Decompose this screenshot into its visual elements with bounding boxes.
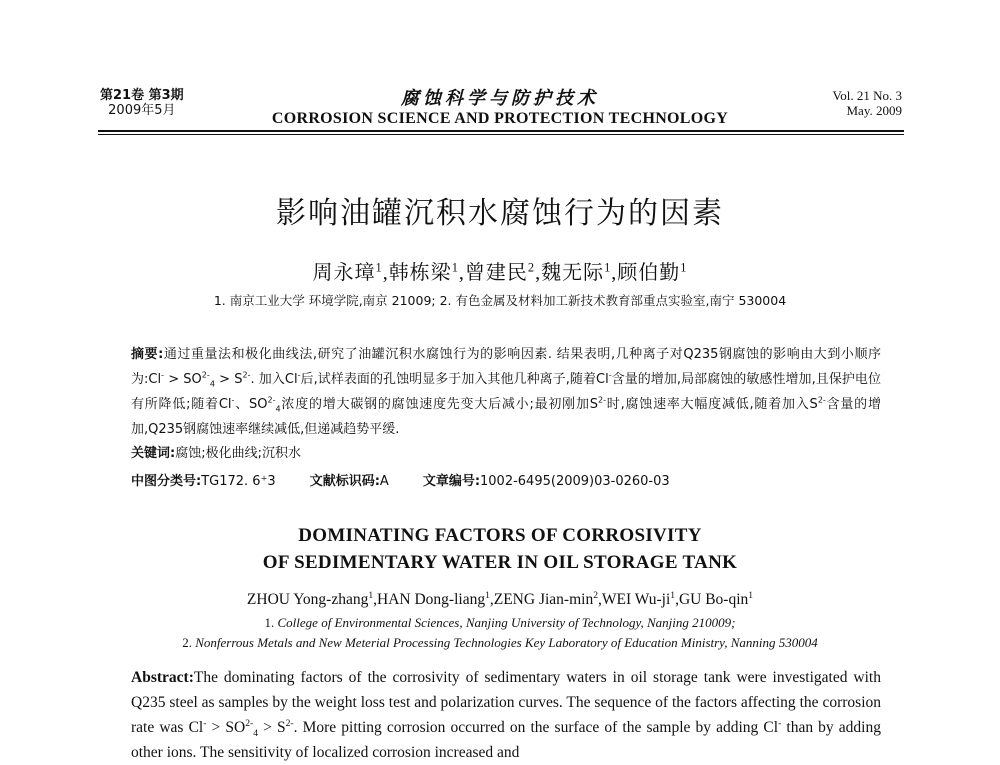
author-cn: 顾伯勤: [617, 262, 681, 284]
date-en: May. 2009: [846, 103, 902, 118]
abstract-en-label: Abstract: [131, 669, 189, 686]
header-rule-thin: [98, 134, 904, 135]
date-cn: 2009年5月: [108, 103, 176, 118]
issue-info-en: [833, 88, 902, 118]
author-cn: 曾建民: [464, 262, 528, 284]
author-en: ZHOU Yong-zhang: [246, 591, 369, 608]
keywords-cn-value: 腐蚀;极化曲线;沉积水: [175, 446, 301, 461]
volume-issue-cn: 第21卷 第3期: [100, 88, 184, 103]
classification-line: 中图分类号:TG172. 6⁺3 文献标识码:A 文章编号:1002-6495(2009)03-0260-03: [131, 474, 670, 489]
header-rule-thick: [98, 130, 904, 132]
paper-title-cn: 影响油罐沉积水腐蚀行为的因素: [276, 196, 724, 231]
affiliation-en-1: 1. College of Environmental Sciences, Nanjing University of Technology, Nanjing 210009;: [264, 615, 736, 630]
journal-title: [230, 88, 770, 128]
abstract-cn-label: 摘要:: [131, 347, 164, 362]
journal-header: [0, 88, 1000, 128]
author-cn: 韩栋梁: [388, 262, 452, 284]
author-en: ZENG Jian-min: [493, 591, 594, 608]
author-en: HAN Dong-liang: [377, 591, 486, 608]
paper-title-en: DOMINATING FACTORS OF CORROSIVITY OF SEDIMENTARY WATER IN OIL STORAGE TANK: [262, 525, 738, 573]
author-en: GU Bo-qin: [678, 591, 749, 608]
author-en: WEI Wu-ji: [601, 591, 671, 608]
document-code: A: [379, 474, 389, 489]
abstract-cn: 摘要:通过重量法和极化曲线法,研究了油罐沉积水腐蚀行为的影响因素. 结果表明,几种离子对Q235钢腐蚀的影响由大到小顺序为:Cl- > $SO^{2-}_4 > S^{2-}$. 加入Cl-后,试样表面的孔蚀明显多于加入其他几种离子,随着Cl-含量的增加,局部腐蚀的敏感性增加,且保护电位有所降低;随着Cl-、$SO^{2-}_4$浓度的增大碳钢的腐蚀速度先变大后减小;最初刚加$S^{2-}$时,腐蚀速率大幅度减低,随着加入$S^{2-}$含量的增加,Q235钢腐蚀速率继续减低,但递减趋势平缓.: [131, 347, 882, 437]
keywords-cn: [131, 444, 881, 464]
journal-title-en: CORROSION SCIENCE AND PROTECTION TECHNOLOGY: [271, 110, 729, 127]
article-number: 1002-6495(2009)03-0260-03: [480, 474, 670, 489]
affiliation-en-2: 2. Nonferrous Metals and New Meterial Processing Technologies Key Laboratory of Education Ministry, Nanning 530004: [182, 635, 818, 650]
author-cn: 魏无际: [541, 262, 605, 284]
abstract-en: Abstract:The dominating factors of the corrosivity of sedimentary waters in oil storage tank were investigated with Q235 steel as samples by the weight loss test and polarization curves. The sequence of the factors affecting the corrosion rate was $Cl^- > SO^{2-}_4 > S^{2-}$. More pitting corrosion occurred on the surface of the sample by adding Cl- than by adding other ions. The sensitivity of localized corrosion increased and: [131, 669, 881, 761]
issue-info-cn: [100, 88, 184, 118]
keywords-cn-label: 关键词:: [131, 446, 176, 461]
journal-title-cn: 腐蚀科学与防护技术: [401, 88, 599, 108]
affiliation-cn: 1. 南京工业大学 环境学院,南京 21009; 2. 有色金属及材料加工新技术教育部重点实验室,南宁 530004: [213, 293, 787, 308]
author-cn: 周永璋: [312, 262, 376, 284]
authors-en: ZHOU Yong-zhang$^1$,HAN Dong-liang$^1$,ZENG Jian-$\min^2,WEI$ $Wu-ji^1,GU$ Bo-qin$^1$: [246, 589, 754, 608]
volume-issue-en: Vol. 21 No. 3: [832, 88, 902, 103]
authors-cn: 周永璋$^1$,韩栋梁$^1$,曾建民$^2$,魏无际$^1$,顾伯勤$^1$: [312, 260, 688, 284]
clc-number: TG172. 6⁺3: [201, 474, 276, 489]
